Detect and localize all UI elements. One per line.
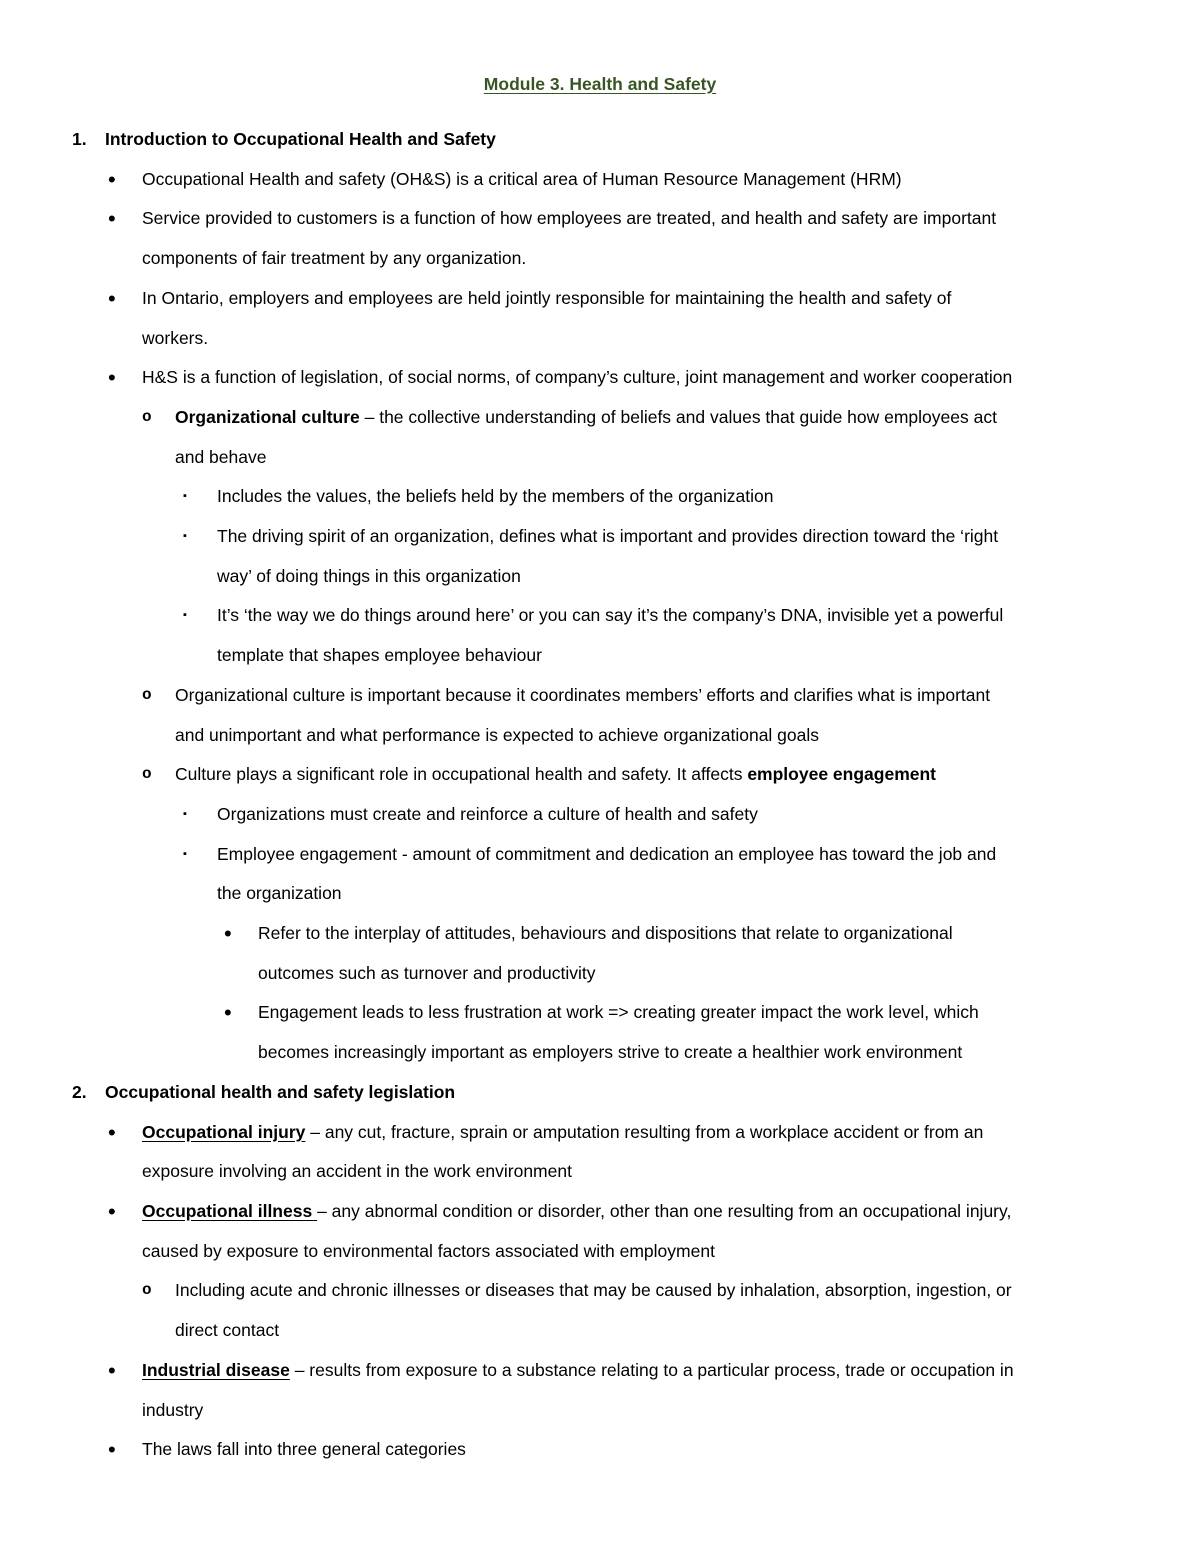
square-bullet-icon: ▪ [183, 847, 187, 860]
list-item-text: and behave [175, 446, 267, 467]
list-item-text: exposure involving an accident in the work environment [142, 1161, 572, 1182]
bullet-icon: • [224, 921, 232, 947]
page-title: Module 3. Health and Safety [483, 74, 717, 94]
level4-list-item-continuation [0, 1033, 1200, 1073]
list-item-text: Engagement leads to less frustration at work => creating greater impact the work level, which [258, 1002, 979, 1023]
section-heading [0, 1073, 1200, 1113]
bullet-icon: • [108, 365, 116, 391]
bullet-icon: • [108, 166, 116, 192]
term: Occupational injury [142, 1121, 306, 1142]
list-item-text: direct contact [175, 1320, 280, 1341]
list-item [0, 279, 1200, 319]
term: Organizational culture [175, 406, 360, 427]
list-item-text: The laws fall into three general categories [142, 1439, 466, 1460]
circle-bullet-icon: o [142, 765, 152, 784]
term: employee engagement [747, 764, 936, 785]
sub-sub-list-item [0, 795, 1200, 835]
definition: – results from exposure to a substance relating to a particular process, trade or occupation in [289, 1359, 1014, 1380]
section-title: Introduction to Occupational Health and Safety [105, 129, 496, 149]
list-item-text: It’s ‘the way we do things around here’ or you can say it’s the company’s DNA, invisible yet a powerful [217, 605, 1004, 626]
section-number: 2. [72, 1081, 87, 1102]
section-title: Occupational health and safety legislation [105, 1081, 456, 1102]
sub-sub-list-item [0, 596, 1200, 636]
list-item-text: Occupational Health and safety (OH&S) is a critical area of Human Resource Management (HRM) [142, 168, 902, 189]
list-item-continuation [0, 1391, 1200, 1431]
section-heading [0, 120, 1200, 160]
sub-list-item-continuation [0, 716, 1200, 756]
list-item-text: becomes increasingly important as employers strive to create a healthier work environment [258, 1042, 963, 1063]
definition: – any abnormal condition or disorder, other than one resulting from an occupational injury, [317, 1200, 1012, 1221]
list-item-text: In Ontario, employers and employees are held jointly responsible for maintaining the health and safety of [142, 287, 952, 308]
list-item-text: Organizational culture is important because it coordinates members’ efforts and clarifies what is important [175, 684, 991, 705]
sub-sub-list-item-continuation [0, 636, 1200, 676]
list-item-continuation [0, 1152, 1200, 1192]
bullet-icon: • [224, 1000, 232, 1026]
list-item-text: outcomes such as turnover and productivity [258, 962, 596, 983]
sub-list-item [0, 755, 1200, 795]
list-item-text: industry [142, 1399, 204, 1420]
term: Occupational illness [142, 1200, 318, 1221]
level4-list-item [0, 914, 1200, 954]
list-item-text: Employee engagement - amount of commitment and dedication an employee has toward the job and [217, 843, 997, 864]
list-item-continuation [0, 1232, 1200, 1272]
definition: – the collective understanding of beliefs and values that guide how employees act [359, 406, 997, 427]
sub-sub-list-item [0, 517, 1200, 557]
sub-list-item-continuation [0, 1311, 1200, 1351]
list-item-text: Culture plays a significant role in occupational health and safety. It affects [175, 764, 748, 785]
list-item [0, 1351, 1200, 1391]
square-bullet-icon: ▪ [183, 609, 187, 622]
list-item [0, 1113, 1200, 1153]
section-number: 1. [72, 129, 87, 149]
sub-sub-list-item [0, 835, 1200, 875]
list-item [0, 358, 1200, 398]
list-item [0, 199, 1200, 239]
bullet-icon: • [108, 1198, 116, 1224]
square-bullet-icon: ▪ [183, 807, 187, 820]
list-item-continuation [0, 239, 1200, 279]
sub-list-item-continuation [0, 438, 1200, 478]
square-bullet-icon: ▪ [183, 490, 187, 503]
square-bullet-icon: ▪ [183, 530, 187, 543]
sub-sub-list-item [0, 477, 1200, 517]
list-item-text: and unimportant and what performance is expected to achieve organizational goals [175, 724, 820, 745]
document-body [0, 120, 1200, 1470]
circle-bullet-icon: o [142, 1281, 152, 1300]
bullet-icon: • [108, 1119, 116, 1145]
sub-list-item [0, 676, 1200, 716]
bullet-icon: • [108, 1357, 116, 1383]
list-item-text: the organization [217, 883, 342, 904]
list-item-text: components of fair treatment by any organization. [142, 248, 527, 269]
sub-list-item [0, 398, 1200, 438]
sub-list-item [0, 1271, 1200, 1311]
level4-list-item [0, 993, 1200, 1033]
list-item-text: Organizations must create and reinforce a culture of health and safety [217, 803, 758, 824]
list-item-text: Service provided to customers is a function of how employees are treated, and health and safety are important [142, 208, 997, 229]
list-item-text: Refer to the interplay of attitudes, behaviours and dispositions that relate to organizational [258, 923, 953, 944]
bullet-icon: • [108, 285, 116, 311]
circle-bullet-icon: o [142, 407, 152, 426]
bullet-icon: • [108, 206, 116, 232]
list-item-text: way’ of doing things in this organization [217, 565, 521, 586]
sub-sub-list-item-continuation [0, 874, 1200, 914]
list-item [0, 1430, 1200, 1470]
term: Industrial disease [142, 1359, 290, 1380]
list-item-text: workers. [142, 327, 209, 348]
list-item-text: H&S is a function of legislation, of social norms, of company’s culture, joint management and worker cooperation [142, 367, 1013, 388]
list-item [0, 1192, 1200, 1232]
list-item-text: Including acute and chronic illnesses or diseases that may be caused by inhalation, absorption, ingestion, or [175, 1280, 1012, 1301]
bullet-icon: • [108, 1437, 116, 1463]
list-item-continuation [0, 319, 1200, 359]
list-item-text: The driving spirit of an organization, defines what is important and provides direction toward the ‘right [217, 526, 999, 547]
definition: – any cut, fracture, sprain or amputation resulting from a workplace accident or from an [305, 1121, 984, 1142]
list-item-text: caused by exposure to environmental factors associated with employment [142, 1240, 715, 1261]
sub-sub-list-item-continuation [0, 557, 1200, 597]
level4-list-item-continuation [0, 954, 1200, 994]
circle-bullet-icon: o [142, 685, 152, 704]
list-item [0, 160, 1200, 200]
list-item-text: template that shapes employee behaviour [217, 645, 542, 666]
list-item-text: Includes the values, the beliefs held by the members of the organization [217, 486, 774, 507]
